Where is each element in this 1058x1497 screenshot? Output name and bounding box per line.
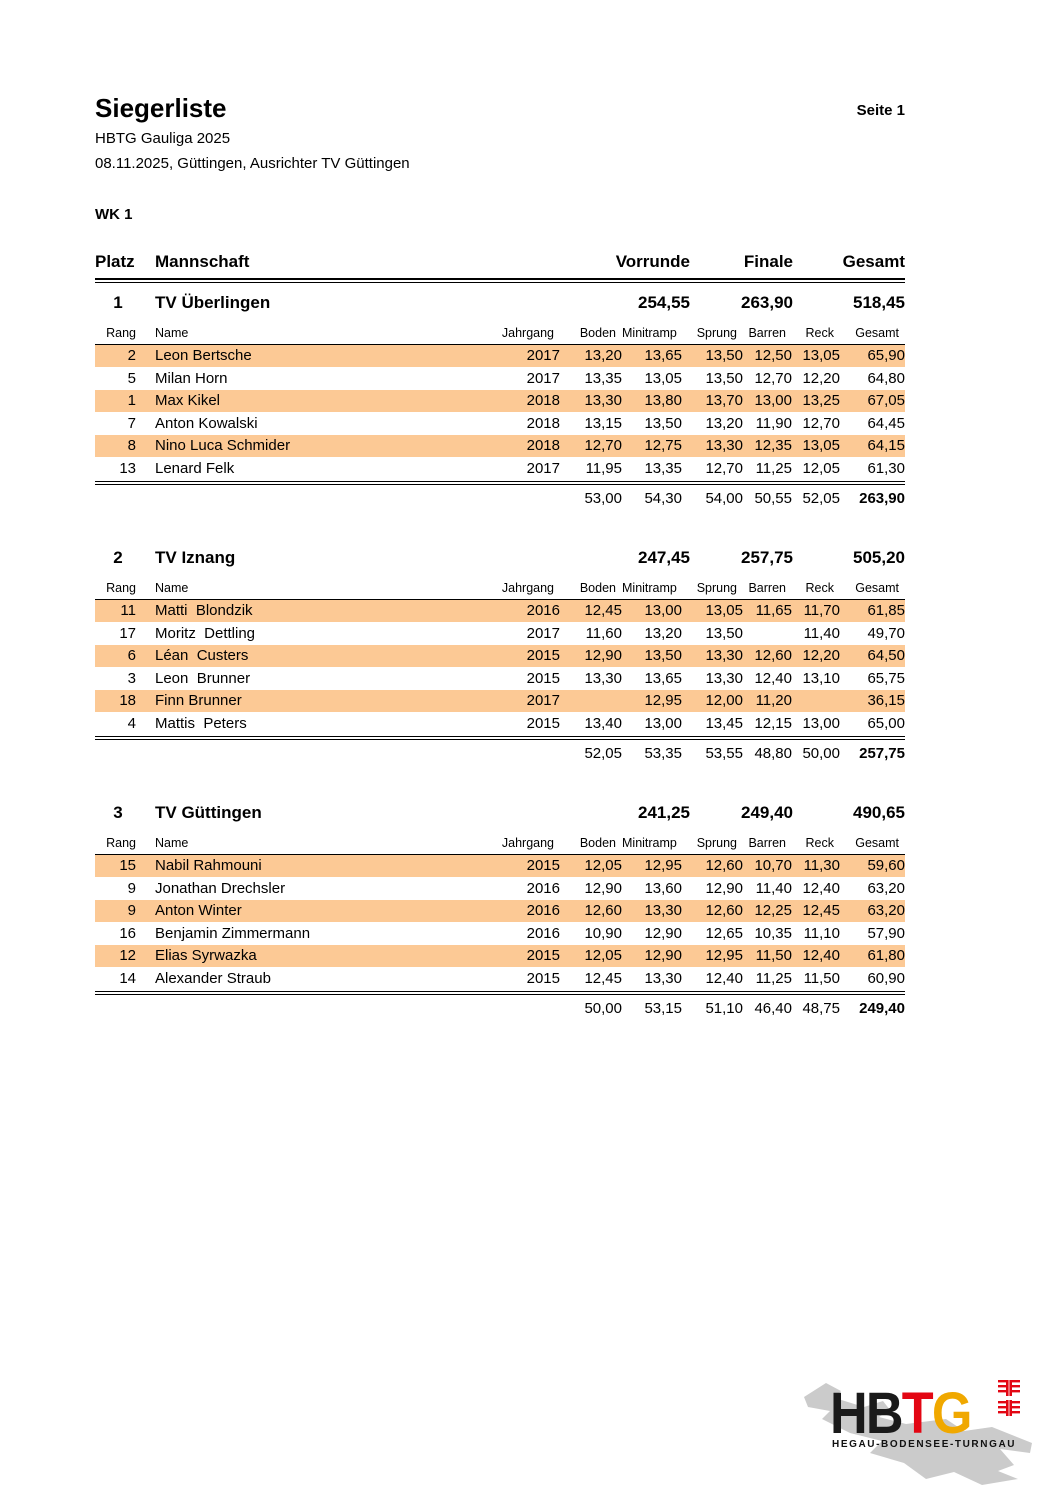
athlete-sprung: 13,50	[705, 624, 743, 642]
team-section	[95, 538, 905, 762]
athlete-barren: 10,35	[754, 924, 792, 942]
athlete-barren: 11,65	[755, 602, 792, 620]
athlete-name: Alexander Straub	[155, 969, 271, 987]
teams-container	[95, 283, 905, 1017]
athlete-reck: 13,05	[802, 347, 840, 365]
athlete-jahrgang: 2016	[526, 924, 560, 942]
athlete-barren: 11,90	[755, 414, 792, 432]
total-boden: 53,00	[584, 489, 622, 507]
athlete-boden: 12,60	[584, 902, 622, 920]
athlete-reck: 12,20	[802, 369, 840, 387]
athlete-gesamt: 63,20	[867, 879, 905, 897]
col-jahrgang: Jahrgang	[501, 580, 554, 595]
logo-letter-g: G	[931, 1381, 971, 1446]
col-minitramp: Minitramp	[622, 580, 677, 595]
athlete-minitramp: 13,20	[644, 624, 682, 642]
athlete-gesamt: 61,30	[867, 459, 905, 477]
athlete-sprung: 12,90	[705, 879, 743, 897]
athlete-gesamt: 64,15	[867, 437, 905, 455]
athlete-reck: 13,00	[802, 714, 840, 732]
athlete-sprung: 12,60	[705, 902, 743, 920]
page-title: Siegerliste	[95, 93, 227, 123]
athlete-rank: 1	[127, 392, 136, 410]
athlete-reck: 12,40	[802, 879, 840, 897]
athlete-jahrgang: 2015	[526, 857, 560, 875]
athlete-row	[95, 412, 905, 435]
logo-tagline: HEGAU-BODENSEE-TURNGAU	[832, 1439, 1017, 1450]
athlete-name: Milan Horn	[155, 369, 228, 387]
athlete-gesamt: 49,70	[867, 624, 905, 642]
athlete-rank: 18	[119, 692, 136, 710]
athlete-rank: 3	[127, 669, 136, 687]
col-finale: Finale	[743, 251, 793, 271]
athlete-gesamt: 61,80	[867, 947, 905, 965]
athlete-reck: 13,05	[802, 437, 840, 455]
athlete-jahrgang: 2018	[526, 437, 560, 455]
col-barren: Barren	[748, 580, 786, 595]
athlete-jahrgang: 2017	[526, 369, 560, 387]
team-gesamt-score: 490,65	[853, 802, 905, 822]
total-boden: 52,05	[584, 744, 622, 762]
athlete-gesamt: 61,85	[867, 602, 905, 620]
athlete-gesamt: 65,90	[867, 347, 905, 365]
col-vorrunde: Vorrunde	[615, 251, 690, 271]
athlete-reck: 11,70	[803, 602, 840, 620]
athlete-reck: 12,70	[802, 414, 840, 432]
page-number: Seite 1	[856, 102, 905, 119]
athlete-name: Léan Custers	[155, 647, 249, 665]
athlete-jahrgang: 2015	[526, 647, 560, 665]
document-header	[95, 94, 905, 123]
athlete-gesamt: 64,45	[867, 414, 905, 432]
total-minitramp: 53,35	[644, 744, 682, 762]
athlete-minitramp: 13,50	[644, 414, 682, 432]
athlete-row	[95, 345, 905, 368]
athlete-sprung: 13,30	[705, 669, 743, 687]
athlete-jahrgang: 2016	[526, 602, 560, 620]
athlete-name: Mattis Peters	[155, 714, 247, 732]
team-name: TV Iznang	[155, 547, 236, 567]
athlete-columns-header	[95, 834, 905, 855]
athlete-reck: 11,50	[803, 969, 840, 987]
athlete-boden: 12,05	[584, 857, 622, 875]
col-minitramp: Minitramp	[622, 835, 677, 850]
athlete-row	[95, 922, 905, 945]
athlete-rank: 2	[127, 347, 136, 365]
athlete-minitramp: 13,30	[644, 969, 682, 987]
athlete-boden: 12,45	[584, 602, 622, 620]
col-gesamt: Gesamt	[842, 251, 905, 271]
athlete-rank: 17	[119, 624, 136, 642]
col-jahrgang: Jahrgang	[501, 835, 554, 850]
athlete-rank: 14	[119, 969, 136, 987]
col-boden: Boden	[579, 325, 616, 340]
col-name: Name	[155, 580, 189, 595]
athlete-gesamt: 59,60	[867, 857, 905, 875]
athlete-minitramp: 13,05	[644, 369, 682, 387]
athlete-minitramp: 13,50	[644, 647, 682, 665]
athlete-row	[95, 667, 905, 690]
team-vorrunde-score: 241,25	[638, 802, 690, 822]
athlete-barren: 12,25	[754, 902, 792, 920]
athlete-jahrgang: 2018	[526, 392, 560, 410]
col-barren: Barren	[748, 325, 786, 340]
team-rank: 1	[113, 292, 123, 312]
team-section	[95, 283, 905, 507]
athlete-boden: 12,90	[584, 879, 622, 897]
athlete-row	[95, 622, 905, 645]
athlete-gesamt: 67,05	[867, 392, 905, 410]
athlete-barren: 13,00	[754, 392, 792, 410]
logo-letter-t: T	[901, 1381, 932, 1446]
athlete-sprung: 13,20	[705, 414, 743, 432]
col-minitramp: Minitramp	[622, 325, 677, 340]
total-barren: 48,80	[754, 744, 792, 762]
athlete-sprung: 12,60	[705, 857, 743, 875]
athlete-sprung: 13,50	[705, 369, 743, 387]
total-minitramp: 54,30	[644, 489, 682, 507]
athlete-minitramp: 12,90	[644, 924, 682, 942]
athlete-sprung: 12,95	[705, 947, 743, 965]
athlete-sprung: 13,45	[705, 714, 743, 732]
col-platz: Platz	[95, 251, 135, 271]
col-reck: Reck	[805, 580, 834, 595]
athlete-barren: 12,50	[754, 347, 792, 365]
col-jahrgang: Jahrgang	[501, 325, 554, 340]
col-barren: Barren	[748, 835, 786, 850]
athlete-rank: 9	[127, 879, 136, 897]
athlete-boden: 12,05	[584, 947, 622, 965]
athlete-row	[95, 600, 905, 623]
athlete-name: Elias Syrwazka	[155, 947, 257, 965]
athlete-rank: 6	[127, 647, 136, 665]
team-totals-row	[95, 485, 905, 507]
athlete-gesamt: 60,90	[867, 969, 905, 987]
athlete-minitramp: 13,80	[644, 392, 682, 410]
athlete-minitramp: 12,90	[644, 947, 682, 965]
total-gesamt: 249,40	[859, 999, 905, 1017]
athlete-jahrgang: 2015	[526, 947, 560, 965]
athlete-rows	[95, 855, 905, 990]
col-reck: Reck	[805, 835, 834, 850]
total-minitramp: 53,15	[644, 999, 682, 1017]
athlete-jahrgang: 2018	[526, 414, 560, 432]
athlete-sprung: 12,40	[705, 969, 743, 987]
athlete-sprung: 12,65	[705, 924, 743, 942]
athlete-name: Finn Brunner	[155, 692, 242, 710]
team-finale-score: 257,75	[741, 547, 793, 567]
athlete-reck: 12,20	[802, 647, 840, 665]
athlete-name: Lenard Felk	[155, 459, 235, 477]
team-gesamt-score: 505,20	[853, 547, 905, 567]
athlete-row	[95, 967, 905, 990]
athlete-barren: 11,25	[755, 459, 792, 477]
athlete-minitramp: 13,00	[644, 602, 682, 620]
athlete-boden: 12,70	[584, 437, 622, 455]
athlete-gesamt: 64,50	[867, 647, 905, 665]
col-sprung: Sprung	[696, 325, 737, 340]
athlete-boden: 13,15	[584, 414, 622, 432]
athlete-name: Moritz Dettling	[155, 624, 256, 642]
competition-class-label: WK 1	[95, 205, 133, 223]
athlete-gesamt: 64,80	[867, 369, 905, 387]
athlete-reck: 12,05	[802, 459, 840, 477]
athlete-barren: 10,70	[754, 857, 792, 875]
athlete-sprung: 12,00	[705, 692, 743, 710]
athlete-boden: 13,30	[584, 392, 622, 410]
athlete-reck: 13,10	[802, 669, 840, 687]
team-gesamt-score: 518,45	[853, 292, 905, 312]
team-summary-row	[95, 283, 905, 324]
col-rang: Rang	[106, 580, 136, 595]
team-section	[95, 793, 905, 1017]
athlete-row	[95, 877, 905, 900]
athlete-rank: 11	[120, 602, 136, 620]
athlete-reck: 11,40	[803, 624, 840, 642]
athlete-rank: 13	[119, 459, 136, 477]
total-sprung: 54,00	[705, 489, 743, 507]
athlete-reck: 11,10	[803, 924, 840, 942]
logo-letter-h: H	[830, 1381, 866, 1446]
athlete-barren: 12,15	[754, 714, 792, 732]
athlete-boden: 11,60	[585, 624, 622, 642]
col-gesamt: Gesamt	[855, 325, 899, 340]
team-vorrunde-score: 254,55	[638, 292, 690, 312]
athlete-boden: 13,30	[584, 669, 622, 687]
team-summary-row	[95, 538, 905, 579]
athlete-name: Nino Luca Schmider	[155, 437, 291, 455]
athlete-jahrgang: 2015	[526, 669, 560, 687]
col-gesamt: Gesamt	[855, 835, 899, 850]
athlete-row	[95, 367, 905, 390]
athlete-gesamt: 57,90	[867, 924, 905, 942]
athlete-sprung: 13,30	[705, 647, 743, 665]
athlete-row	[95, 435, 905, 458]
event-name: HBTG Gauliga 2025	[95, 129, 231, 147]
athlete-minitramp: 12,95	[644, 692, 682, 710]
athlete-row	[95, 712, 905, 735]
athlete-gesamt: 65,75	[867, 669, 905, 687]
athlete-rank: 7	[127, 414, 136, 432]
athlete-rank: 9	[127, 902, 136, 920]
athlete-reck: 12,40	[802, 947, 840, 965]
total-reck: 48,75	[802, 999, 840, 1017]
results-table	[95, 252, 905, 1017]
athlete-barren: 11,20	[755, 692, 792, 710]
athlete-name: Matti Blondzik	[155, 602, 253, 620]
athlete-boden: 13,40	[584, 714, 622, 732]
athlete-name: Jonathan Drechsler	[155, 879, 286, 897]
athlete-name: Leon Bertsche	[155, 347, 252, 365]
athlete-minitramp: 13,65	[644, 347, 682, 365]
logo-letter-b: B	[865, 1381, 902, 1446]
col-reck: Reck	[805, 325, 834, 340]
athlete-rank: 12	[119, 947, 136, 965]
athlete-jahrgang: 2016	[526, 902, 560, 920]
athlete-gesamt: 36,15	[867, 692, 905, 710]
total-barren: 46,40	[754, 999, 792, 1017]
col-name: Name	[155, 835, 189, 850]
athlete-gesamt: 63,20	[867, 902, 905, 920]
team-vorrunde-score: 247,45	[638, 547, 690, 567]
athlete-row	[95, 690, 905, 713]
athlete-barren: 12,40	[754, 669, 792, 687]
athlete-columns-header	[95, 324, 905, 345]
athlete-barren: 11,50	[755, 947, 792, 965]
team-rank: 2	[113, 547, 123, 567]
col-gesamt: Gesamt	[855, 580, 899, 595]
athlete-reck: 12,45	[802, 902, 840, 920]
athlete-boden: 13,20	[584, 347, 622, 365]
athlete-jahrgang: 2017	[526, 624, 560, 642]
athlete-name: Anton Winter	[155, 902, 242, 920]
athlete-sprung: 13,50	[705, 347, 743, 365]
athlete-rows	[95, 345, 905, 480]
club-logo	[786, 1367, 1036, 1489]
athlete-sprung: 13,70	[705, 392, 743, 410]
athlete-columns-header	[95, 579, 905, 600]
athlete-gesamt: 65,00	[867, 714, 905, 732]
col-boden: Boden	[579, 580, 616, 595]
athlete-jahrgang: 2017	[526, 692, 560, 710]
team-summary-row	[95, 793, 905, 834]
athlete-sprung: 13,30	[705, 437, 743, 455]
athlete-rank: 15	[119, 857, 136, 875]
total-barren: 50,55	[754, 489, 792, 507]
athlete-minitramp: 13,00	[644, 714, 682, 732]
athlete-barren: 12,35	[754, 437, 792, 455]
athlete-rank: 8	[127, 437, 136, 455]
athlete-barren: 11,40	[755, 879, 792, 897]
athlete-minitramp: 12,95	[644, 857, 682, 875]
col-boden: Boden	[579, 835, 616, 850]
athlete-row	[95, 900, 905, 923]
team-totals-row	[95, 995, 905, 1017]
athlete-row	[95, 855, 905, 878]
turnerkreuz-icon	[996, 1379, 1022, 1417]
athlete-row	[95, 645, 905, 668]
athlete-barren: 11,25	[755, 969, 792, 987]
athlete-rows	[95, 600, 905, 735]
athlete-name: Anton Kowalski	[155, 414, 258, 432]
athlete-name: Leon Brunner	[155, 669, 251, 687]
team-finale-score: 263,90	[741, 292, 793, 312]
athlete-jahrgang: 2017	[526, 459, 560, 477]
athlete-boden: 10,90	[584, 924, 622, 942]
athlete-reck: 13,25	[802, 392, 840, 410]
col-rang: Rang	[106, 835, 136, 850]
athlete-sprung: 13,05	[705, 602, 743, 620]
athlete-boden: 11,95	[585, 459, 622, 477]
total-reck: 52,05	[802, 489, 840, 507]
total-gesamt: 257,75	[859, 744, 905, 762]
team-rank: 3	[113, 802, 123, 822]
athlete-rank: 5	[127, 369, 136, 387]
total-reck: 50,00	[802, 744, 840, 762]
athlete-row	[95, 457, 905, 480]
total-boden: 50,00	[584, 999, 622, 1017]
athlete-reck: 11,30	[803, 857, 840, 875]
athlete-name: Max Kikel	[155, 392, 221, 410]
team-finale-score: 249,40	[741, 802, 793, 822]
athlete-jahrgang: 2015	[526, 714, 560, 732]
team-name: TV Güttingen	[155, 802, 262, 822]
athlete-minitramp: 13,60	[644, 879, 682, 897]
athlete-rank: 4	[127, 714, 136, 732]
athlete-boden: 13,35	[584, 369, 622, 387]
athlete-minitramp: 13,65	[644, 669, 682, 687]
athlete-jahrgang: 2015	[526, 969, 560, 987]
athlete-row	[95, 945, 905, 968]
athlete-name: Nabil Rahmouni	[155, 857, 262, 875]
athlete-name: Benjamin Zimmermann	[155, 924, 311, 942]
athlete-barren: 12,70	[754, 369, 792, 387]
athlete-jahrgang: 2016	[526, 879, 560, 897]
athlete-barren: 12,60	[754, 647, 792, 665]
total-gesamt: 263,90	[859, 489, 905, 507]
col-mannschaft: Mannschaft	[155, 251, 250, 271]
athlete-boden: 12,45	[584, 969, 622, 987]
total-sprung: 51,10	[705, 999, 743, 1017]
col-rang: Rang	[106, 325, 136, 340]
team-name: TV Überlingen	[155, 292, 271, 312]
logo-wordmark	[830, 1381, 971, 1446]
athlete-jahrgang: 2017	[526, 347, 560, 365]
main-table-header	[95, 252, 905, 278]
athlete-minitramp: 12,75	[644, 437, 682, 455]
event-date-location: 08.11.2025, Güttingen, Ausrichter TV Güttingen	[95, 154, 410, 172]
athlete-row	[95, 390, 905, 413]
team-totals-row	[95, 740, 905, 762]
col-name: Name	[155, 325, 189, 340]
athlete-boden: 12,90	[584, 647, 622, 665]
athlete-rank: 16	[119, 924, 136, 942]
total-sprung: 53,55	[705, 744, 743, 762]
athlete-sprung: 12,70	[705, 459, 743, 477]
col-sprung: Sprung	[696, 580, 737, 595]
col-sprung: Sprung	[696, 835, 737, 850]
athlete-minitramp: 13,35	[644, 459, 682, 477]
athlete-minitramp: 13,30	[644, 902, 682, 920]
